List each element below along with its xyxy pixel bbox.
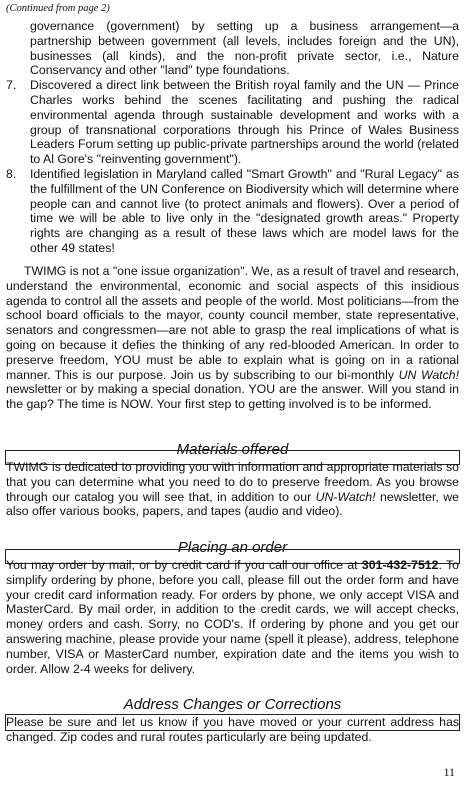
- list-item-number: 8.: [6, 166, 17, 181]
- intro-text-end: newsletter or by making a special donation. YOU are the answer. Will you stand in the gap? The time is NOW. Your first step to getting involved is to be informed.: [6, 382, 459, 412]
- findings-list: [6, 19, 459, 256]
- list-item-text: Identified legislation in Maryland called "Smart Growth" and "Rural Legacy" as the fulfillment of the UN Conference on Biodiversity which will determine where people can and cannot live (to protect animals and flowers). Over a period of time we will be able to live only in the "designated growth areas." Property rights are changing as a result of these laws which are model laws for the other 49 states!: [30, 166, 459, 255]
- order-text-end: . To simplify ordering by phone, before you call, please fill out the order form and have your credit card information ready. For orders by phone, we only accept VISA and MasterCard. By mail order, in addition to the credit cards, we will accept checks, money orders and cash. Sorry, no COD's. If ordering by phone and you get our answering machine, please provide your name (spell it please), address, telephone number, VISA or MasterCard number, expiration date and the items you wish to order. Allow 2-4 weeks for delivery.: [6, 558, 459, 676]
- list-item: [6, 19, 459, 78]
- intro-paragraph: [6, 264, 459, 412]
- order-title: Placing an order: [177, 539, 288, 556]
- list-item: [6, 167, 459, 256]
- order-text-start: You may order by mail, or by credit card if you call our office at: [6, 558, 362, 572]
- office-phone: 301-432-7512: [361, 558, 439, 572]
- materials-text-start: TWIMG is dedicated to providing you with information and appropriate materials so that you can determine what you need to do to preserve freedom. As you browse through our catalog you will see that, in addition to our: [6, 460, 459, 504]
- materials-text-end: newsletter, we also offer various books, papers, and tapes (audio and video).: [6, 489, 459, 519]
- address-title: Address Changes or Corrections: [123, 696, 342, 713]
- order-paragraph: [6, 558, 459, 676]
- address-paragraph: Please be sure and let us know if you have moved or your current address has changed. Zip codes and rural routes particularly are being updated.: [6, 715, 459, 744]
- newsletter-name: UN-Watch!: [315, 489, 376, 504]
- list-item-number: 7.: [6, 78, 17, 93]
- list-item-text: governance (government) by setting up a business arrangement—a partnership between government (all levels, includes foreign and the UN), businesses (all kinds), and the non-profit private sector, i.e., Nature Conservancy and other "land" type foundations.: [30, 19, 459, 78]
- list-item: [6, 78, 459, 167]
- materials-title: Materials offered: [176, 441, 289, 458]
- continued-note: (Continued from page 2): [6, 3, 110, 14]
- newsletter-name: UN Watch!: [398, 367, 459, 382]
- intro-text-start: TWIMG is not a "one issue organization". We, as a result of travel and research, understand the environmental, economic and social aspects of this insidious agenda to control all the assets and people of the world. Most politicians—from the school board officials to the mayor, county council member, state representative, senators and congressmen—are not able to grasp the real implications of what is going on because it defies the thinking of any red-blooded American. In order to preserve freedom, YOU must be able to explain what is going on in a rational manner. This is our purpose. Join us by subscribing to our bi-monthly: [6, 264, 459, 382]
- materials-paragraph: [6, 460, 459, 519]
- page-number: 11: [443, 765, 455, 779]
- list-item-text: Discovered a direct link between the British royal family and the UN — Prince Charles works behind the scenes facilitating and pushing the radical environmental agenda through sustainable development and works with a group of transnational corporations through his Prince of Wales Business Leaders Forum setting up public-private partnerships around the world (related to Al Gore's "reinventing government").: [30, 78, 459, 167]
